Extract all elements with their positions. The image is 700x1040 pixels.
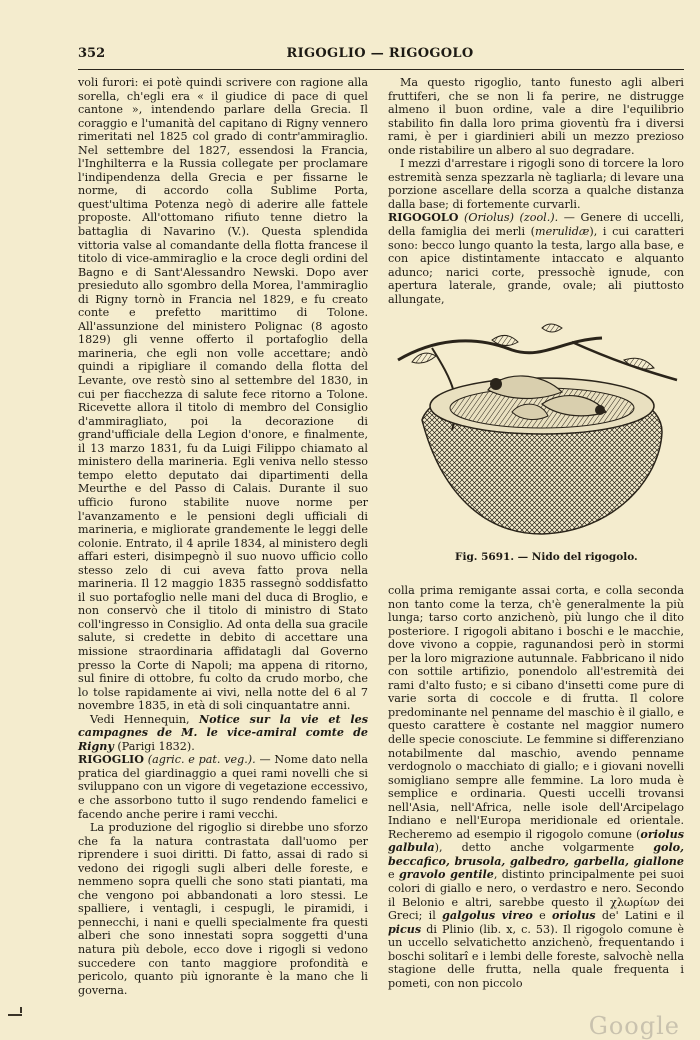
family-name: merulidæ: [535, 225, 590, 239]
figure-caption: Fig. 5691. — Nido del rigogolo.: [455, 551, 638, 563]
paragraph-reference: Vedi Hennequin, Notice sur la vie et les campagnes de M. le vice-amiral comte de Rigny (Parigi 1832).: [78, 712, 368, 753]
entry-rigogolo: RIGOGOLO (Oriolus) (zool.). — Genere di uccelli, della famiglia dei merli (merulidæ), i cui caratteri sono: becco lungo quanto la testa, largo alla base, e con apice distintamente intaccato e alquanto adunco; narici corte, pressochè ignude, con apertura laterale, grande, ovale; ali piuttosto allungate,: [388, 211, 684, 306]
entry-headword: RIGOGOLO: [388, 211, 459, 225]
scan-watermark: Google: [588, 1012, 680, 1040]
latin-name: picus: [388, 922, 422, 936]
paragraph-rigogolo-description: colla prima remigante assai corta, e colla seconda non tanto come la terza, ch'è generalmente la più lunga; tarso corto anzichenò, più lungo che il dito posteriore. I rigogoli abitano i boschi e le macchie, dove vivono a coppie, ragunandosi però in stormi per la loro migrazione autunnale. Fabbricano il nido con sottile artifizio, ponendolo all'estremità dei rami d'alto fusto; e si cibano d'insetti come pure di varie sorta di coccole e di frutta. Il colore predominante nel penname del maschio è il giallo, e questo carattere è costante nel maggior numero delle specie conosciute. Le femmine si differenziano notabilmente dal maschio, avendo penname verdognolo o macchiato di giallo; e i giovani novelli somigliano sempre alle femmine. La loro muda è semplice e ordinaria. Questi uccelli trovansi nell'Asia, nell'Africa, nelle isole dell'Arcipelago Indiano e nell'Europa meridionale ed orientale. Recheremo ad esempio il rigogolo comune (oriolus galbula), detto anche volgarmente golo, beccafico, brusola, galbedro, garbella, giallone e gravolo gentile, distinto principalmente pei suoi colori di giallo e nero, o verdastro e nero. Secondo il Belonio e altri, sarebbe questo il χλωρίων dei Greci; il galgolus vireo e oriolus de' Latini e il picus di Plinio (lib. x, c. 53). Il rigogolo comune è un uccello selvatichetto anzichenò, frequentando i boschi solitarî e i lembi delle foreste, salvochè nella stagione delle frutta, nella quale frequenta i pometi, con non piccolo: [388, 584, 684, 990]
running-title: RIGOGLIO — RIGOGOLO: [286, 46, 474, 61]
vernacular-name: gravolo gentile: [399, 868, 494, 882]
paragraph-rigny-biography: voli furori: ei potè quindi scrivere con ragione alla sorella, ch'egli era « il giudice di pace di quel cantone », intendendo parlare della Grecia. Il coraggio e l'umanità del capitano di Rigny vennero rimeritati nel 1825 col grado di contr'ammiraglio. Nel settembre del 1827, essendosi la Francia, l'Inghilterra e la Russia collegate per proclamare l'indipendenza della Grecia e per fissarne le norme, di accordo colla Sublime Porta, quest'ultima Potenza negò di aderire alle fattele proposte. All'ottomano rifiuto tenne dietro la battaglia di Navarino (V.). Questa splendida vittoria valse al comandante della flotta francese il titolo di vice-ammiraglio e la croce degli ordini del Bagno e di Sant'Alessandro Newski. Dopo aver presieduto allo sgombro della Morea, l'ammiraglio di Rigny tornò in Francia nel 1829, e fu creato conte e prefetto marittimo di Tolone. All'assunzione del ministero Polignac (8 agosto 1829) gli venne offerto il portafoglio della marineria, che egli non volle accettare; andò quindi a ripigliare il comando della flotta del Levante, ove restò sino al settembre del 1830, in cui per fiacchezza di salute fece ritorno a Tolone. Ricevette allora il titolo di membro del Consiglio d'ammiragliato, poi la decorazione di grand'ufficiale della Legion d'onore, e finalmente, il 13 marzo 1831, fu da Luigi Filippo chiamato al ministero della marineria. Egli veniva nello stesso tempo eletto deputato dai dipartimenti della Meurthe e del Passo di Calais. Durante il suo ufficio furono stabilite nuove norme per l'avanzamento e le pensioni degli ufficiali di marineria, e migliorate grandemente le leggi delle colonie. Entrato, il 4 aprile 1834, al ministero degli affari esteri, disimpegnò il suo nuovo ufficio collo stesso zelo di cui aveva fatto prova nella marineria. Il 12 maggio 1835 rassegnò soddisfatto il suo portafoglio nelle mani del duca di Broglio, e non conservò che il titolo di ministro di Stato coll'ingresso in Consiglio. Ad onta della sua gracile salute, si credette in debito di accettare una missione straordinaria affidatagli dal Governo presso la Corte di Napoli; ma appena di ritorno, sul finire di ottobre, fu colto da crudo morbo, che lo tolse rapidamente ai vivi, nella notte del 6 al 7 novembre 1835, in età di soli cinquantatre anni.: [78, 76, 368, 713]
entry-headword: RIGOGLIO: [78, 753, 144, 767]
reference-title: Notice sur la vie et les campagnes de M. le vice-amiral comte de Rigny: [78, 712, 368, 753]
right-column-top: [388, 76, 684, 306]
paragraph-rigoglio-means: I mezzi d'arrestare i rigogli sono di torcere la loro estremità senza spezzarla nè tagliarla; di levare una porzione ascellare della scorza a qualche distanza dalla base; di fortemente curvarli.: [388, 157, 684, 211]
greek-name: χλωρίων: [610, 895, 660, 909]
paragraph-rigoglio-production: La produzione del rigoglio si direbbe uno sforzo che fa la natura contrastata dall'uomo per riprendere i suoi diritti. Di fatto, assai di rado si vedono dei rigogli sugli alberi delle foreste, e nemmeno sopra quelli che sono stati piantati, ma che vengono poi abbandonati a loro stessi. Le spalliere, i ventagli, i cespugli, le piramidi, i pennecchi, i nani e quelli specialmente fra questi alberi che sono innestati sopra soggetti d'una natura più debole, ecco dove i rigogli si vedono succedere con tanto maggiore profondità e pericolo, quanto più ignorante è la mano che li governa.: [78, 821, 368, 997]
latin-name: oriolus: [552, 909, 596, 923]
entry-category: (agric. e pat. veg.).: [147, 753, 256, 767]
nest-engraving: [392, 320, 682, 548]
margin-mark: [8, 1014, 22, 1016]
page-number: 352: [78, 46, 106, 61]
nest-illustration: [392, 320, 682, 548]
left-column: [78, 76, 368, 997]
page-header: [78, 46, 682, 68]
latin-name: galgolus vireo: [442, 909, 533, 923]
margin-mark: [20, 1007, 22, 1013]
species-name: oriolus galbula: [388, 827, 684, 855]
vernacular-names: golo, beccafico, brusola, galbedro, garbella, giallone: [388, 841, 684, 868]
entry-category: (zool.).: [519, 211, 559, 225]
paragraph-rigoglio-use: Ma questo rigoglio, tanto funesto agli alberi fruttiferi, che se non li fa perire, ne distrugge almeno il buon ordine, vale a dire l'equilibrio stabilito fin dalla loro prima gioventù fra i diversi rami, è per i giardinieri abili un mezzo prezioso onde ristabilire un albero al suo degradare.: [388, 76, 684, 157]
right-column-bottom: [388, 584, 684, 990]
entry-genus: (Oriolus): [464, 211, 514, 225]
header-rule: [78, 69, 684, 70]
entry-rigoglio: RIGOGLIO (agric. e pat. veg.). — Nome dato nella pratica del giardinaggio a quei rami novelli che si sviluppano con un vigore di vegetazione eccessivo, e che assorbono tutto il sugo rendendo famelici e facendo anche perire i rami vecchi.: [78, 753, 368, 821]
